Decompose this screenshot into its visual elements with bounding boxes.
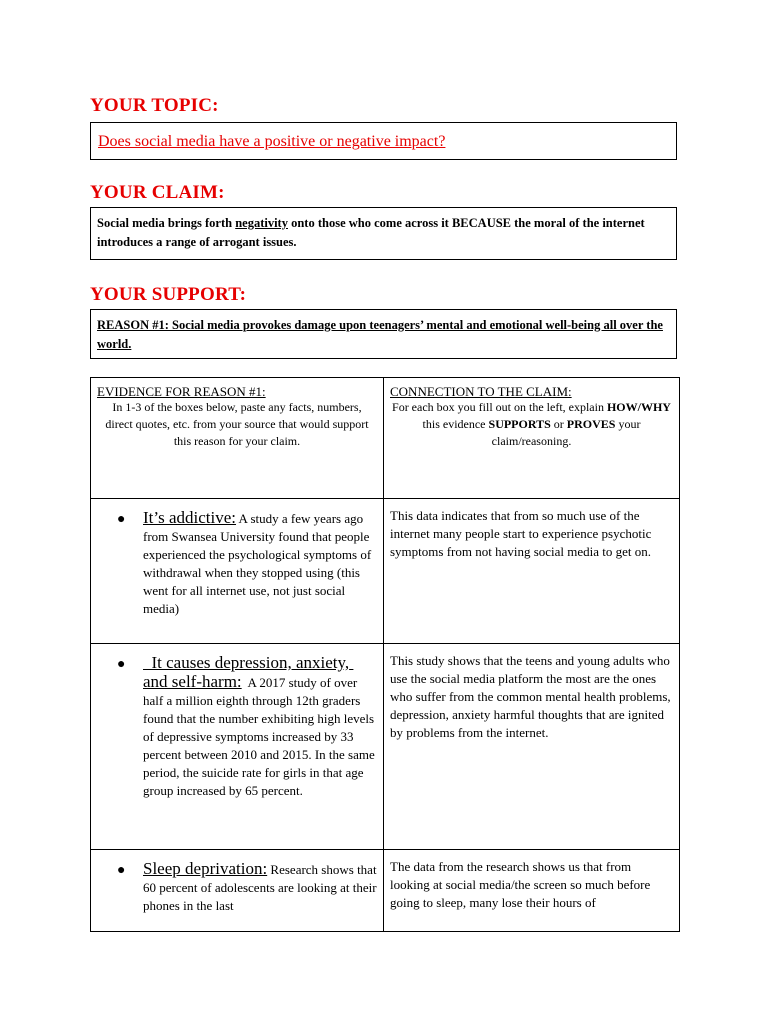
table-row	[91, 644, 680, 850]
connection-header-desc	[384, 399, 679, 450]
connection-cell	[384, 644, 680, 850]
connection-desc-part: your claim/reasoning.	[491, 417, 641, 448]
connection-desc-bold: PROVES	[566, 417, 616, 431]
evidence-title: It causes depression, anxiety, and self-harm:	[143, 653, 354, 691]
bullet-icon: ●	[117, 512, 126, 527]
claim-text-start: Social media brings forth	[97, 216, 236, 230]
connection-desc-part: this evidence	[422, 417, 489, 431]
claim-text-end: onto those who come across it BECAUSE the moral of the internet introduces a range of arrogant issues.	[97, 216, 645, 249]
claim-heading: YOUR CLAIM:	[90, 182, 225, 203]
reason-box	[90, 309, 677, 359]
claim-text	[97, 214, 670, 252]
topic-box	[90, 122, 677, 160]
claim-text-emphasis: negativity	[235, 216, 288, 230]
connection-header-title: CONNECTION TO THE CLAIM:	[390, 384, 572, 399]
evidence-header-cell	[91, 378, 384, 499]
connection-desc-part: For each box you fill out on the left, explain	[392, 400, 607, 414]
bullet-icon: ●	[117, 657, 126, 672]
evidence-title: It’s addictive:	[143, 508, 237, 527]
evidence-cell	[91, 850, 384, 932]
evidence-text: A 2017 study of over half a million eighth through 12th graders found that the number exhibiting high levels of depressive symptoms increased by 33 percent between 2010 and 2015. In the same period, the suicide rate for girls in that age group increased by 65 percent.	[143, 675, 379, 798]
claim-box	[90, 207, 677, 260]
evidence-cell	[91, 499, 384, 644]
connection-text: This data indicates that from so much use of the internet many people start to experience psychotic symptoms from not having social media to get on.	[390, 508, 652, 559]
evidence-table	[90, 377, 680, 932]
connection-text: This study shows that the teens and young adults who use the social media platform the most are the ones who suffer from the common mental health problems, depression, anxiety harmful thoughts that are ignited by problems from the internet.	[390, 653, 671, 740]
topic-text: Does social media have a positive or negative impact?	[98, 133, 446, 150]
evidence-header-desc: In 1-3 of the boxes below, paste any facts, numbers, direct quotes, etc. from your source that would support this reason for your claim.	[105, 400, 369, 448]
evidence-text: A study a few years ago from Swansea University found that people experienced the psychological symptoms of withdrawal when they stopped using (this went for all internet use, not just social media)	[143, 511, 372, 616]
connection-text: The data from the research shows us that from looking at social media/the screen so much before going to sleep, many lose their hours of	[390, 859, 651, 910]
evidence-cell	[91, 644, 384, 850]
evidence-header-title: EVIDENCE FOR REASON #1:	[97, 384, 266, 399]
connection-desc-part: or	[550, 417, 567, 431]
topic-heading: YOUR TOPIC:	[90, 95, 219, 116]
connection-desc-bold: SUPPORTS	[488, 417, 551, 431]
bullet-icon: ●	[117, 863, 126, 878]
table-row	[91, 499, 680, 644]
evidence-title: Sleep deprivation:	[143, 859, 268, 878]
connection-desc-bold: HOW/WHY	[606, 400, 671, 414]
table-row	[91, 850, 680, 932]
reason-text: REASON #1: Social media provokes damage upon teenagers’ mental and emotional well-being all over the world.	[97, 318, 663, 351]
evidence-text: Research shows that 60 percent of adolescents are looking at their phones in the last	[143, 862, 377, 913]
connection-header-cell	[384, 378, 680, 499]
support-heading: YOUR SUPPORT:	[90, 284, 247, 305]
connection-cell	[384, 499, 680, 644]
connection-cell	[384, 850, 680, 932]
